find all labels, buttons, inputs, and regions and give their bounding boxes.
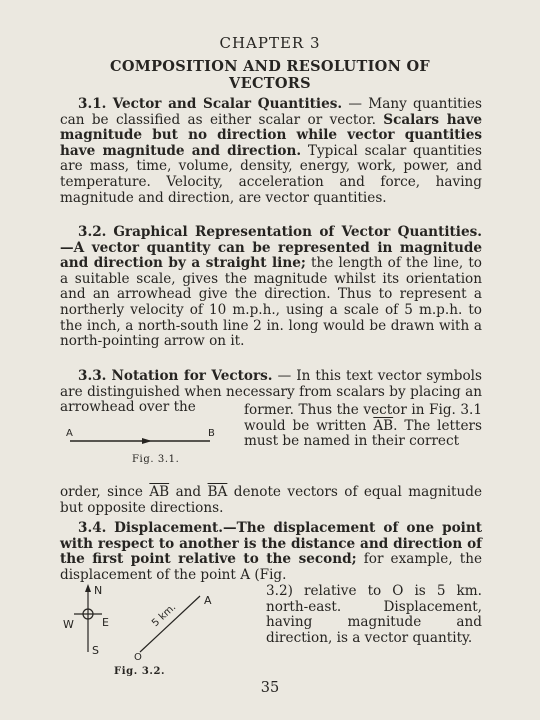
section-text: — In this text vector symbols are distinguished when necessary from scalars by placing an arrowhead over the (60, 368, 482, 416)
figure-3-2 (56, 580, 256, 680)
section-text: order, since (60, 484, 143, 500)
fig-label-b: B (208, 428, 215, 439)
vector-symbol: $\overline{AB}$ (149, 484, 170, 500)
section-bold-text: Scalars have magnitude but no direction while vector quantities have magnitude and direction. (60, 111, 482, 159)
fig-label-a: A (66, 428, 73, 439)
chapter-title-line-1: COMPOSITION AND RESOLUTION OF (109, 58, 431, 75)
section-text: and (175, 484, 202, 500)
vector-symbol: $\overline{BA}$ (207, 484, 228, 500)
section-text: the length of the line, to a suitable scale, gives the magnitude whilst its orientation and an arrowhead give the direction. Thus to represent a northerly velocity of 10 m.p.h., using a scale of 5 m.p.h. to the inch, a north-south line 2 in. long would be drawn with a north-pointing arrow on it. (60, 255, 482, 350)
section-text: denote vectors of equal magnitude but opposite directions. (60, 484, 483, 516)
north-arrow (85, 584, 91, 592)
compass-w: W (63, 618, 74, 631)
section-text: — Many quantities can be classified as either scalar or vector. (60, 96, 482, 128)
section-3-3-end (60, 485, 482, 516)
figure-3-1 (62, 424, 230, 468)
section-heading: Vector and Scalar Quantities. (112, 96, 343, 112)
section-text: 3.2) relative to O is 5 km. north-east. Displacement, having magnitude and direction, is a vector quantity. (266, 583, 482, 646)
compass-n: N (94, 584, 103, 597)
section-3-4-wrap (266, 584, 482, 646)
figure-caption: Fig. 3.2. (114, 666, 166, 677)
section-3-3-wrap (244, 403, 482, 450)
section-3-4 (60, 521, 482, 583)
section-text: for example, the displacement of the point A (Fig. (60, 551, 482, 583)
section-number: 3.1. (78, 96, 107, 112)
figure-caption: Fig. 3.1. (132, 454, 180, 465)
section-number: 3.3. (78, 368, 107, 384)
point-o: O (134, 652, 142, 663)
section-number: 3.4. (78, 520, 107, 536)
section-number: 3.2. (78, 224, 107, 240)
point-a: A (204, 594, 212, 607)
chapter-title (60, 58, 480, 92)
arrowhead (142, 438, 152, 444)
section-3-2 (60, 225, 482, 350)
section-heading: Notation for Vectors. (111, 368, 273, 384)
vector-symbol: $\overline{AB}$ (373, 417, 394, 434)
compass-s: S (92, 644, 99, 657)
page-number: 35 (260, 680, 280, 696)
section-text: Typical scalar quantities are mass, time, volume, density, energy, work, power, and temperature. Velocity, acceleration and force, having magnitude and direction, are vector quantities. (60, 142, 483, 206)
compass-e: E (102, 616, 109, 629)
distance-label: 5 km. (150, 601, 179, 630)
section-bold-text: —A vector quantity can be represented in magnitude and direction by a straight line; (60, 239, 482, 272)
section-text: . The letters must be named in their correct (244, 417, 482, 450)
section-text: former. Thus the vector in Fig. 3.1 would be written (244, 402, 482, 434)
section-heading: Displacement. (114, 520, 224, 536)
section-bold-text: —The displacement of one point with respect to another is the distance and direction of the first point relative to the second; (60, 520, 482, 568)
chapter-title-line-2: VECTORS (229, 75, 311, 92)
chapter-label: CHAPTER 3 (219, 34, 321, 52)
section-3-1 (60, 97, 482, 206)
section-heading: Graphical Representation of Vector Quantities. (113, 224, 482, 240)
